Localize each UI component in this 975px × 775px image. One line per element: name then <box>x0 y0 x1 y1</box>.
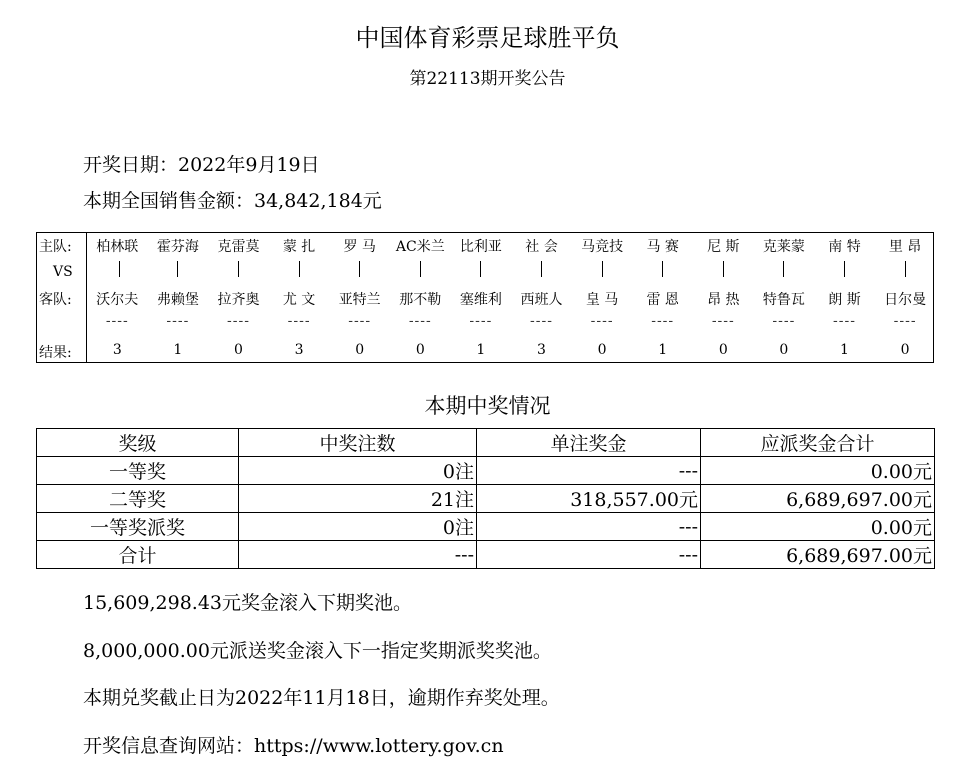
home-team: 柏林联 <box>96 239 139 255</box>
vs-bar-icon <box>299 261 300 277</box>
away-team: 昂 热 <box>707 292 740 308</box>
away-team: 西班人 <box>520 292 563 308</box>
vs-divider <box>329 261 390 281</box>
away-team: 那不勒 <box>399 292 442 308</box>
prize-total-row <box>37 541 935 569</box>
prize-total: 6,689,697.00元 <box>701 485 935 513</box>
separator-dash: ---- <box>893 313 917 329</box>
match-result: 0 <box>718 342 728 358</box>
match-column <box>511 233 572 362</box>
match-result: 1 <box>476 342 486 358</box>
home-team: 尼 斯 <box>707 239 740 255</box>
match-column <box>451 233 512 362</box>
away-team: 塞维利 <box>459 292 502 308</box>
vs-bar-icon <box>359 261 360 277</box>
prize-level: 一等奖 <box>37 457 239 485</box>
separator-dash: ---- <box>711 313 735 329</box>
vs-divider <box>693 261 754 281</box>
sales-amount: 本期全国销售金额：34,842,184元 <box>83 190 382 212</box>
vs-bar-icon <box>420 261 421 277</box>
home-team: 里 昂 <box>888 239 922 255</box>
match-row-labels <box>37 233 87 362</box>
prize-count: 21注 <box>239 485 477 513</box>
match-column <box>329 233 390 362</box>
prize-count: --- <box>239 541 477 569</box>
away-team: 尤 文 <box>282 292 316 308</box>
vs-divider <box>754 261 815 281</box>
separator-dash: ---- <box>651 313 675 329</box>
home-team: 社 会 <box>525 239 558 255</box>
vs-divider <box>814 261 875 281</box>
home-team: 克莱蒙 <box>762 239 805 255</box>
separator-dash: ---- <box>530 313 553 329</box>
separator-dash: ---- <box>469 313 493 329</box>
vs-bar-icon <box>602 261 603 277</box>
match-column <box>693 233 754 362</box>
prize-row <box>37 485 935 513</box>
match-column <box>572 233 633 362</box>
vs-label: VS <box>53 264 73 280</box>
away-team: 亚特兰 <box>338 292 381 308</box>
separator-dash: ---- <box>348 313 372 329</box>
match-column <box>269 233 330 362</box>
match-column <box>754 233 815 362</box>
home-label: 主队: <box>39 239 72 255</box>
match-column <box>814 233 875 362</box>
vs-divider <box>451 261 512 281</box>
separator-dash: ---- <box>166 313 190 329</box>
vs-divider <box>269 261 330 281</box>
vs-divider <box>148 261 209 281</box>
vs-divider <box>572 261 633 281</box>
home-team: 马 赛 <box>646 239 679 255</box>
match-result: 3 <box>294 342 304 358</box>
separator-dash: ---- <box>833 313 856 329</box>
prize-count: 0注 <box>239 513 477 541</box>
match-table <box>36 232 934 363</box>
match-result: 0 <box>597 342 607 358</box>
match-result: 1 <box>658 342 668 358</box>
match-result: 0 <box>415 342 425 358</box>
home-team: 南 特 <box>828 239 861 255</box>
match-result: 1 <box>173 342 183 358</box>
separator-dash: ---- <box>227 313 250 329</box>
prize-row <box>37 513 935 541</box>
prize-level: 合计 <box>37 541 239 569</box>
vs-bar-icon <box>905 261 906 277</box>
match-result: 3 <box>537 342 546 358</box>
away-team: 皇 马 <box>585 292 619 308</box>
claim-deadline-text: 本期兑奖截止日为2022年11月18日，逾期作弃奖处理。 <box>83 687 560 709</box>
separator-dash: ---- <box>105 313 129 329</box>
col-header-level: 奖级 <box>37 429 239 457</box>
vs-bar-icon <box>662 261 663 277</box>
prize-single: 318,557.00元 <box>477 485 701 513</box>
away-team: 沃尔夫 <box>96 292 139 308</box>
match-result: 0 <box>779 342 789 358</box>
prize-row <box>37 457 935 485</box>
home-team: 克雷莫 <box>217 239 260 255</box>
match-result: 0 <box>900 342 910 358</box>
prize-single: --- <box>477 513 701 541</box>
prize-total: 0.00元 <box>701 457 935 485</box>
vs-bar-icon <box>844 261 845 277</box>
prize-table <box>36 428 935 569</box>
vs-bar-icon <box>723 261 724 277</box>
separator-dash: ---- <box>590 313 614 329</box>
vs-divider <box>875 261 936 281</box>
home-team: AC米兰 <box>395 239 445 255</box>
vs-divider <box>511 261 572 281</box>
away-team: 弗赖堡 <box>156 292 199 308</box>
away-team: 日尔曼 <box>884 292 927 308</box>
vs-divider <box>632 261 693 281</box>
separator-dash: ---- <box>772 313 796 329</box>
away-team: 朗 斯 <box>828 292 861 308</box>
home-team: 蒙 扎 <box>282 239 316 255</box>
match-column <box>632 233 693 362</box>
vs-divider <box>208 261 269 281</box>
prize-level: 二等奖 <box>37 485 239 513</box>
vs-bar-icon <box>541 261 542 277</box>
away-label: 客队: <box>39 292 72 308</box>
prize-total: 0.00元 <box>701 513 935 541</box>
prize-header-row <box>37 429 935 457</box>
separator-dash: ---- <box>287 313 311 329</box>
website-text: 开奖信息查询网站：https://www.lottery.gov.cn <box>83 735 504 757</box>
match-column <box>390 233 451 362</box>
match-column <box>875 233 936 362</box>
vs-bar-icon <box>783 261 784 277</box>
col-header-total: 应派奖金合计 <box>701 429 935 457</box>
vs-bar-icon <box>177 261 178 277</box>
result-label: 结果: <box>39 345 72 361</box>
prize-level: 一等奖派奖 <box>37 513 239 541</box>
col-header-single: 单注奖金 <box>477 429 701 457</box>
col-header-count: 中奖注数 <box>239 429 477 457</box>
vs-bar-icon <box>238 261 239 277</box>
prize-count: 0注 <box>239 457 477 485</box>
away-team: 雷 恩 <box>646 292 679 308</box>
prize-single: --- <box>477 541 701 569</box>
home-team: 霍芬海 <box>156 239 199 255</box>
away-team: 特鲁瓦 <box>762 292 805 308</box>
match-result: 3 <box>112 342 122 358</box>
match-result: 0 <box>234 342 243 358</box>
match-column <box>87 233 148 362</box>
match-result: 0 <box>355 342 365 358</box>
page-title: 中国体育彩票足球胜平负 <box>355 24 620 52</box>
vs-bar-icon <box>119 261 120 277</box>
home-team: 比利亚 <box>459 239 502 255</box>
home-team: 马竞技 <box>581 239 624 255</box>
issue-subtitle: 第22113期开奖公告 <box>409 69 566 89</box>
vs-bar-icon <box>480 261 481 277</box>
dispatch-rollover-text: 8,000,000.00元派送奖金滚入下一指定奖期派奖奖池。 <box>83 640 552 662</box>
away-team: 拉齐奥 <box>217 292 260 308</box>
separator-dash: ---- <box>408 313 432 329</box>
match-column <box>208 233 269 362</box>
prize-single: --- <box>477 457 701 485</box>
match-result: 1 <box>840 342 849 358</box>
home-team: 罗 马 <box>343 239 376 255</box>
pool-rollover-text: 15,609,298.43元奖金滚入下期奖池。 <box>83 592 413 614</box>
draw-date: 开奖日期：2022年9月19日 <box>83 154 320 176</box>
vs-divider <box>390 261 451 281</box>
match-column <box>148 233 209 362</box>
prize-section-title: 本期中奖情况 <box>424 394 551 418</box>
vs-divider <box>87 261 148 281</box>
prize-total: 6,689,697.00元 <box>701 541 935 569</box>
